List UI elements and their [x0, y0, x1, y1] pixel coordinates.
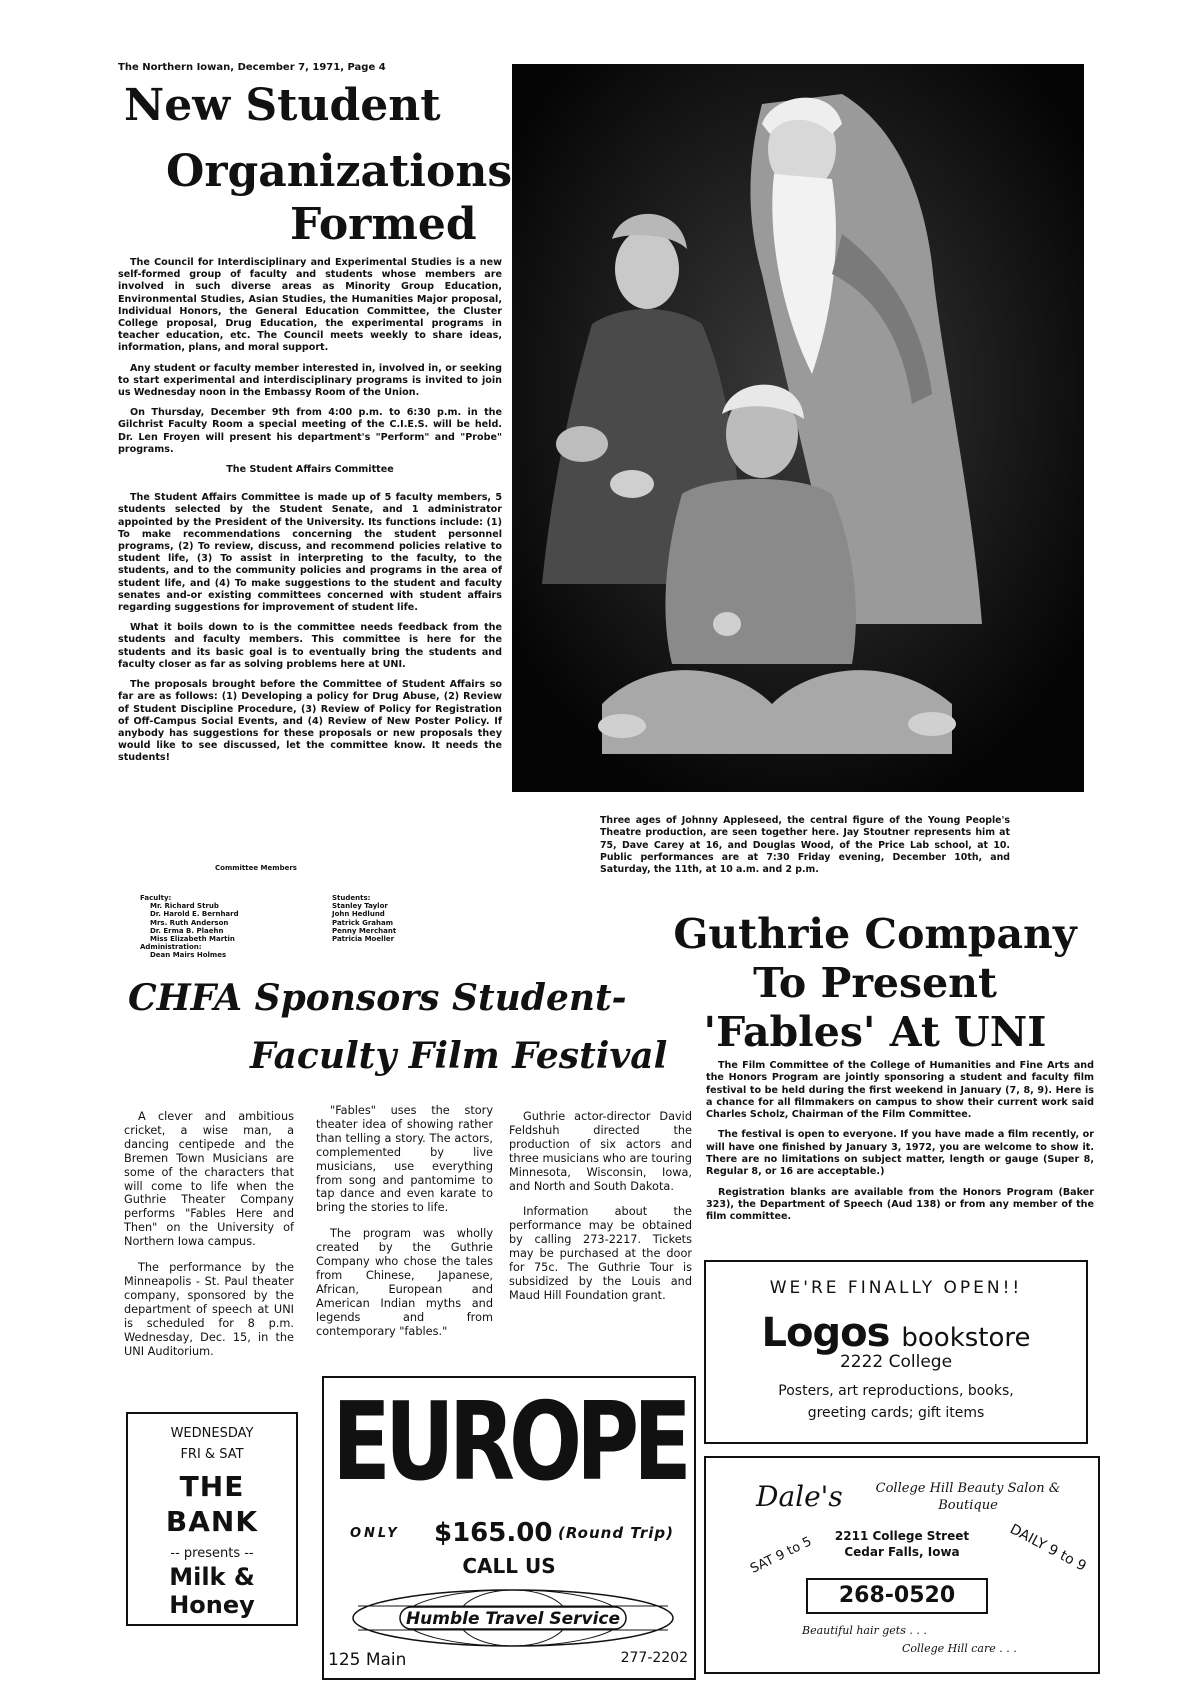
dale-salon-line: Boutique — [938, 1498, 998, 1513]
article-paragraph: The proposals brought before the Committee of Student Affairs so far are as follows: (1) Developing a policy for Drug Abuse, (2) Review of Student Discipline Procedure, (3) Review of Policy for Registration of Off-Campus Social Events, and (4) Review of New Poster Policy. If anybody has suggestions for these proposals or new proposals they would like to see discussed, let the committee know. It needs the students! — [118, 679, 502, 764]
logos-brand-name: Logos — [761, 1310, 890, 1356]
europe-price: $165.00 — [434, 1518, 553, 1548]
logos-items-line: greeting cards; gift items — [807, 1405, 985, 1421]
student-organizations-article — [118, 257, 502, 773]
photo-caption: Three ages of Johnny Appleseed, the central figure of the Young People's Theatre production, are seen together here. Jay Stoutner represents him at 75, Dave Carey at 16, and Douglas Wood, of the Price Lab school, at 10. Public performances are at 7:30 Friday evening, December 10th, and Saturday, the 11th, at 10 a.m. and 2 p.m. — [600, 815, 1010, 876]
headline-chfa-line1: CHFA Sponsors Student- — [128, 977, 627, 1019]
newspaper-dateline: The Northern Iowan, December 7, 1971, Page 4 — [118, 62, 386, 73]
article-paragraph: The festival is open to everyone. If you have made a film recently, or will have one finished by January 3, 1972, you are welcome to show it. There are no limitations on subject matter, length or gauge (Super 8, Regular 8, or 16 are acceptable.) — [706, 1129, 1094, 1178]
logos-brand — [706, 1310, 1086, 1356]
bank-presents: -- presents -- — [170, 1546, 254, 1561]
logos-open-banner: WE'RE FINALLY OPEN!! — [769, 1278, 1023, 1298]
headline-chfa-line2: Faculty Film Festival — [250, 1035, 668, 1077]
dale-tagline: College Hill care . . . — [902, 1642, 1017, 1655]
faculty-member: Mrs. Ruth Anderson — [150, 918, 229, 927]
article-paragraph: Registration blanks are available from the Honors Program (Baker 323), the Department of Speech (Aud 138) or from any member of the film committee. — [706, 1186, 1094, 1223]
dale-street: 2211 College Street — [834, 1529, 970, 1543]
dale-city: Cedar Falls, Iowa — [844, 1545, 960, 1559]
article-paragraph: Guthrie actor-director David Feldshuh directed the production of six actors and three musicians who are touring Minnesota, Wisconsin, Iowa, and North and South Dakota. — [509, 1110, 692, 1193]
logos-address: 2222 College — [839, 1352, 953, 1372]
article-paragraph: A clever and ambitious cricket, a wise man, a dancing centipede and the Bremen Town Musicians are some of the characters that will come to life when the Guthrie Theater Company performs "Fables Here and Then" on the University of Northern Iowa campus. — [124, 1110, 294, 1249]
bank-title: BANK — [165, 1505, 259, 1538]
travel-service-name: Humble Travel Service — [405, 1609, 621, 1629]
dale-salon-line: College Hill Beauty Salon & — [875, 1481, 1061, 1496]
dale-sat-hours: SAT 9 to 5 — [748, 1534, 815, 1577]
student-member: Stanley Taylor — [332, 902, 388, 911]
headline-new-student-line3: Formed — [290, 199, 477, 250]
article-paragraph: The Council for Interdisciplinary and Experimental Studies is a new self-formed group of faculty and students whose members are involved in such diverse areas as Minority Group Education, Environmental Studies, Asian Studies, the Humanities Major proposal, Individual Honors, the General Education Committee, the Cluster College proposal, Drug Education, the experimental programs in teacher education, etc. The Council meets weekly to share ideas, information, plans, and moral support. — [118, 257, 502, 354]
europe-call-us: CALL US — [462, 1554, 556, 1578]
film-festival-article — [706, 1060, 1094, 1232]
headline-new-student-line1: New Student — [124, 80, 441, 131]
europe-travel-ad — [322, 1376, 696, 1680]
administration-member: Dean Mairs Holmes — [150, 951, 227, 960]
logos-brand-bookstore: bookstore — [901, 1323, 1031, 1353]
dale-phone: 268-0520 — [806, 1578, 988, 1614]
guthrie-article-col3 — [509, 1110, 692, 1315]
bank-act: Milk & Honey — [169, 1563, 255, 1619]
committee-students-list — [332, 894, 472, 943]
student-member: Penny Merchant — [332, 926, 397, 935]
article-paragraph: Information about the performance may be obtained by calling 273-2217. Tickets may be purchased at the door for 75c. The Guthrie Tour is subsidized by the Louis and Maud Hill Foundation grant. — [509, 1205, 692, 1302]
committee-members-title: Committee Members — [215, 864, 297, 872]
faculty-member: Miss Elizabeth Martin — [150, 935, 235, 944]
dales-salon-ad — [704, 1456, 1100, 1674]
europe-phone: 277-2202 — [620, 1650, 688, 1666]
headline-guthrie-line2: To Present — [753, 959, 997, 1007]
article-paragraph: On Thursday, December 9th from 4:00 p.m. to 6:30 p.m. in the Gilchrist Faculty Room a special meeting of the C.I.E.S. will be held. Dr. Len Froyen will present his department's "Perform" and "Probe" programs. — [118, 407, 502, 455]
article-paragraph: The Student Affairs Committee is made up of 5 faculty members, 5 students selected by the Student Senate, and 1 administrator appointed by the President of the University. Its functions include: (1) To make recommendations concerning the student personnel programs, (2) To review, discuss, and recommend policies relative to student life, (3) To assist in interpreting to the faculty, to the students, and to the community policies and programs in the area of student life, and (4) To make suggestions to the student and faculty senates and-or existing committees concerned with student affairs regarding suggestions for improvement of student life. — [118, 492, 502, 614]
student-member: John Hedlund — [332, 910, 385, 919]
bank-days: FRI & SAT — [180, 1447, 244, 1462]
the-bank-ad — [126, 1412, 298, 1626]
article-subhead: The Student Affairs Committee — [226, 464, 394, 476]
headline-guthrie-line3: 'Fables' At UNI — [703, 1008, 1047, 1056]
headline-guthrie — [660, 910, 1090, 1057]
faculty-member: Dr. Erma B. Plaehn — [150, 926, 224, 935]
faculty-member: Mr. Richard Strub — [150, 902, 219, 911]
faculty-member: Dr. Harold E. Bernhard — [150, 910, 239, 919]
article-paragraph: The program was wholly created by the Guthrie Company who chose the tales from Chinese, Japanese, African, European and American Indian myths and legends and from contemporary "fables." — [316, 1227, 493, 1338]
student-member: Patricia Moeller — [332, 935, 395, 944]
headline-guthrie-line1: Guthrie Company — [673, 910, 1077, 958]
logos-items — [706, 1380, 1086, 1424]
johnny-appleseed-photo — [512, 64, 1084, 792]
headline-new-student-line2: Organizations — [166, 146, 513, 197]
article-paragraph: What it boils down to is the committee needs feedback from the students and faculty members. This committee is here for the students and its basic goal is to eventually bring the students and faculty closer as far as solving problems here at UNI. — [118, 622, 502, 670]
europe-address: 125 Main — [328, 1650, 407, 1670]
bank-title: THE — [179, 1470, 245, 1503]
europe-title: EUROPE — [332, 1380, 686, 1505]
article-paragraph: The Film Committee of the College of Humanities and Fine Arts and the Honors Program are jointly sponsoring a student and faculty film festival to be held during the first weekend in January (7, 8, 9). Here is a chance for all filmmakers on campus to show their current work said Charles Scholz, Chairman of the Film Committee. — [706, 1060, 1094, 1121]
logos-items-line: Posters, art reproductions, books, — [778, 1383, 1014, 1399]
faculty-label: Faculty: — [140, 894, 172, 902]
student-member: Patrick Graham — [332, 918, 394, 927]
globe-icon — [348, 1588, 678, 1648]
bank-days: WEDNESDAY — [170, 1426, 254, 1441]
logos-bookstore-ad — [704, 1260, 1088, 1444]
theater-photo-illustration — [512, 64, 1084, 792]
administration-label: Administration: — [140, 943, 202, 952]
article-paragraph: Any student or faculty member interested in, involved in, or seeking to start experimental and interdisciplinary programs is invited to join us Wednesday noon in the Embassy Room of the Union. — [118, 362, 502, 399]
article-paragraph: "Fables" uses the story theater idea of showing rather than telling a story. The actors, complemented by live musicians, use everything from song and pantomime to tap dance and even karate to bring the stories to life. — [316, 1104, 493, 1215]
dale-daily-hours: DAILY 9 to 9 — [1007, 1521, 1089, 1575]
europe-only: ONLY — [350, 1526, 400, 1541]
guthrie-article-col1 — [124, 1110, 294, 1370]
dale-name: Dale's — [756, 1480, 843, 1513]
guthrie-article-col2 — [316, 1104, 493, 1351]
article-paragraph: The performance by the Minneapolis - St. Paul theater company, sponsored by the department of speech at UNI is scheduled for 8 p.m. Wednesday, Dec. 15, in the UNI Auditorium. — [124, 1261, 294, 1358]
committee-faculty-list — [140, 894, 290, 960]
students-label: Students: — [332, 894, 371, 902]
dale-salon — [858, 1480, 1078, 1514]
europe-round-trip: (Round Trip) — [558, 1524, 674, 1542]
dale-tagline: Beautiful hair gets . . . — [802, 1624, 927, 1637]
